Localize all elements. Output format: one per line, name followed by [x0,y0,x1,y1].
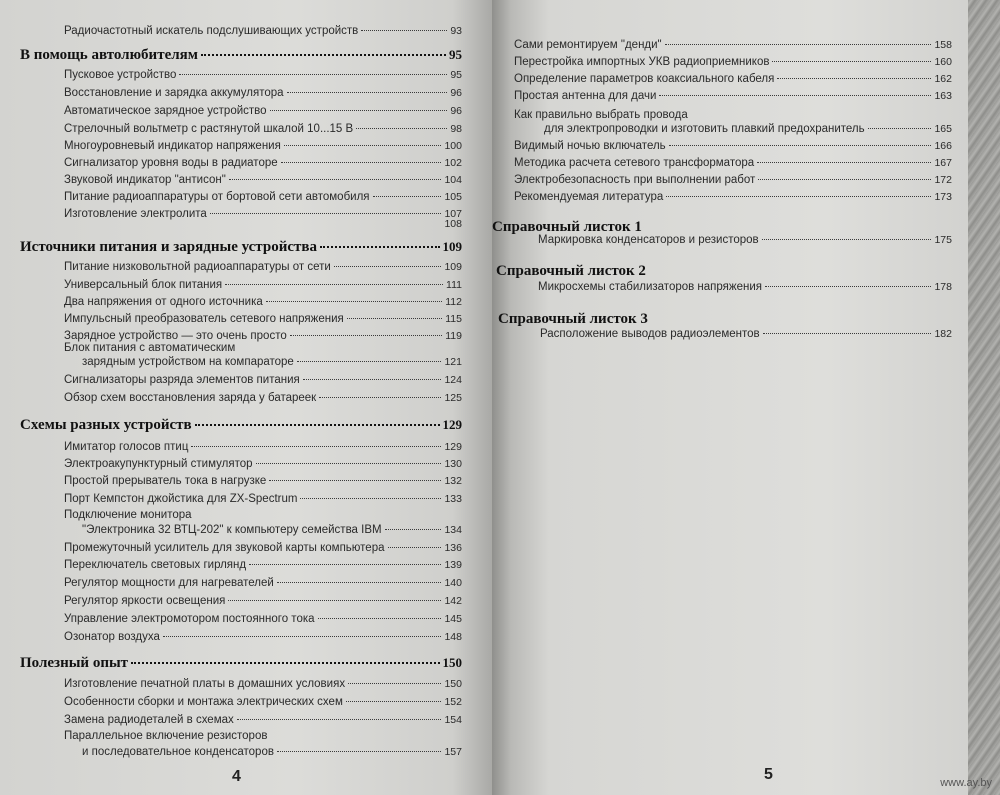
entry-page: 95 [450,69,462,81]
book-page-edges [968,0,1000,795]
section-title: Справочный листок 3 [498,311,648,327]
entry-page: 182 [934,328,952,340]
toc-section-heading [498,312,952,326]
entry-title: Сигнализатор уровня воды в радиаторе [64,157,278,169]
entry-title: Промежуточный усилитель для звуковой карты компьютера [64,542,385,554]
toc-section-heading [492,220,952,234]
entry-title: Особенности сборки и монтажа электрических схем [64,696,343,708]
entry-page: 130 [444,458,462,470]
entry-title: Восстановление и зарядка аккумулятора [64,87,284,99]
entry-page: 102 [444,157,462,169]
entry-page: 163 [934,90,952,102]
entry-page: 172 [934,174,952,186]
entry-title: Рекомендуемая литература [514,191,664,203]
toc-entry [64,190,462,204]
entry-title: Имитатор голосов птиц [64,441,189,453]
toc-section-heading [20,240,462,254]
toc-entry [538,233,952,247]
entry-title: Определение параметров коаксиального кабеля [514,73,775,85]
entry-page: 121 [444,356,462,368]
entry-title: Стрелочный вольтметр с растянутой шкалой 10...15 В [64,123,354,135]
toc-entry [64,474,462,488]
entry-page: 107 [444,208,462,220]
entry-title: Обзор схем восстановления заряда у батареек [64,392,317,404]
entry-page: 98 [450,123,462,135]
toc-entry [64,713,462,727]
entry-title: Переключатель световых гирлянд [64,559,247,571]
entry-page: 162 [934,73,952,85]
entry-page: 111 [446,279,462,291]
entry-page: 136 [444,542,462,554]
toc-entry [64,122,462,136]
section-page: 109 [442,239,462,254]
entry-title: зарядным устройством на компараторе [82,356,294,368]
toc-entry [514,173,952,187]
entry-title: Порт Кемпстон джойстика для ZX-Spectrum [64,493,298,505]
toc-entry [64,612,462,626]
section-title: Полезный опыт [20,655,129,671]
toc-entry [64,558,462,572]
toc-section-heading [20,48,462,62]
entry-page: 167 [934,157,952,169]
entry-page: 152 [444,696,462,708]
entry-title: Зарядное устройство — это очень просто [64,330,287,342]
left-page [0,0,492,795]
entry-page: 166 [934,140,952,152]
toc-entry [64,24,462,38]
toc-section-heading [20,656,462,670]
right-toc [492,0,968,795]
entry-page: 175 [934,234,952,246]
entry-page: 178 [934,281,952,293]
entry-page: 96 [450,105,462,117]
entry-page: 124 [444,374,462,386]
toc-entry [514,89,952,103]
toc-entry [64,677,462,691]
page-number: 4 [232,768,241,785]
watermark: www.ay.by [940,777,992,789]
entry-title: Методика расчета сетевого трансформатора [514,157,755,169]
entry-page: 139 [444,559,462,571]
entry-page: 119 [445,330,462,342]
entry-page: 150 [444,678,462,690]
entry-page: 142 [444,595,462,607]
entry-title: Звуковой индикатор "антисон" [64,174,226,186]
entry-title: Многоуровневый индикатор напряжения [64,140,281,152]
toc-entry [514,72,952,86]
toc-entry [64,217,462,231]
toc-entry [538,280,952,294]
toc-entry [544,122,952,136]
section-page: 129 [442,417,462,432]
page-number: 5 [764,766,773,783]
entry-page: 93 [450,25,462,37]
entry-title: Сами ремонтируем "денди" [514,39,662,51]
toc-entry [64,594,462,608]
entry-title: Импульсный преобразователь сетевого напряжения [64,313,344,325]
entry-page: 134 [444,524,462,536]
entry-title-line: Параллельное включение резисторов [64,730,268,742]
entry-page: 133 [444,493,462,505]
toc-entry [64,630,462,644]
toc-entry [514,55,952,69]
section-title: Справочный листок 2 [496,263,646,279]
entry-page: 154 [444,714,462,726]
entry-title: Управление электромотором постоянного тока [64,613,315,625]
entry-page: 140 [444,577,462,589]
toc-entry [64,492,462,506]
entry-page: 160 [934,56,952,68]
toc-entry [64,312,462,326]
toc-entry [64,278,462,292]
entry-title: Два напряжения от одного источника [64,296,263,308]
entry-title: Изготовление печатной платы в домашних условиях [64,678,346,690]
toc-entry [82,523,462,537]
right-page [492,0,968,795]
entry-title: Замена радиодеталей в схемах [64,714,234,726]
toc-entry [64,391,462,405]
toc-entry [540,327,952,341]
entry-title: Простая антенна для дачи [514,90,657,102]
toc-entry [64,295,462,309]
entry-title: и последовательное конденсаторов [82,746,274,758]
entry-title: Пусковое устройство [64,69,177,81]
entry-title-line: Как правильно выбрать провода [514,109,688,121]
toc-entry [64,260,462,274]
entry-page: 100 [444,140,462,152]
entry-title: Радиочастотный искатель подслушивающих устройств [64,25,359,37]
entry-title: Простой прерыватель тока в нагрузке [64,475,267,487]
section-title: В помощь автолюбителям [20,47,198,63]
entry-title: Автоматическое зарядное устройство [64,105,267,117]
entry-title-line: Подключение монитора [64,509,192,521]
toc-entry [514,156,952,170]
toc-entry [514,139,952,153]
entry-title: Изготовление электролита [64,208,207,220]
toc-entry [64,156,462,170]
entry-title: для электропроводки и изготовить плавкий предохранитель [544,123,865,135]
entry-title: Озонатор воздуха [64,631,160,643]
toc-entry [64,139,462,153]
entry-title: Электроакупунктурный стимулятор [64,458,253,470]
toc-entry [514,190,952,204]
section-page: 150 [442,655,462,670]
toc-entry [64,68,462,82]
section-title: Схемы разных устройств [20,417,192,433]
entry-title: "Электроника 32 ВТЦ-202" к компьютеру семейства IBM [82,524,382,536]
entry-title: Универсальный блок питания [64,279,223,291]
entry-page: 145 [444,613,462,625]
entry-page: 112 [445,296,462,308]
entry-title: Регулятор мощности для нагревателей [64,577,274,589]
toc-entry [82,745,462,759]
entry-page: 158 [934,39,952,51]
entry-title: Расположение выводов радиоэлементов [540,328,760,340]
entry-page: 165 [934,123,952,135]
entry-page: 115 [445,313,462,325]
toc-entry [64,173,462,187]
entry-page: 105 [444,191,462,203]
entry-page: 108 [444,218,462,230]
entry-page: 109 [444,261,462,273]
entry-title: Питание низковольтной радиоаппаратуры от сети [64,261,331,273]
entry-title-line: Блок питания с автоматическим [64,342,236,354]
left-toc [0,0,492,795]
section-page: 95 [449,47,462,62]
entry-page: 125 [444,392,462,404]
entry-page: 148 [444,631,462,643]
entry-title: Сигнализаторы разряда элементов питания [64,374,300,386]
entry-page: 157 [444,746,462,758]
toc-entry [82,355,462,369]
entry-page: 129 [444,441,462,453]
entry-title: Маркировка конденсаторов и резисторов [538,234,759,246]
entry-title: Питание радиоаппаратуры от бортовой сети автомобиля [64,191,370,203]
entry-page: 173 [934,191,952,203]
toc-entry [64,373,462,387]
toc-entry [64,576,462,590]
toc-entry [64,541,462,555]
entry-page: 132 [444,475,462,487]
entry-title: Регулятор яркости освещения [64,595,226,607]
toc-entry [64,695,462,709]
toc-section-heading [20,418,462,432]
toc-entry [64,104,462,118]
entry-page: 104 [444,174,462,186]
toc-entry [514,38,952,52]
entry-title: Перестройка импортных УКВ радиоприемников [514,56,770,68]
entry-title: Электробезопасность при выполнении работ [514,174,756,186]
toc-entry [64,86,462,100]
entry-page: 96 [450,87,462,99]
toc-section-heading [496,264,952,278]
section-title: Источники питания и зарядные устройства [20,239,317,255]
entry-title: Микросхемы стабилизаторов напряжения [538,281,762,293]
entry-title: Видимый ночью включатель [514,140,666,152]
toc-entry [64,457,462,471]
toc-entry [64,440,462,454]
section-title: Справочный листок 1 [492,219,642,235]
